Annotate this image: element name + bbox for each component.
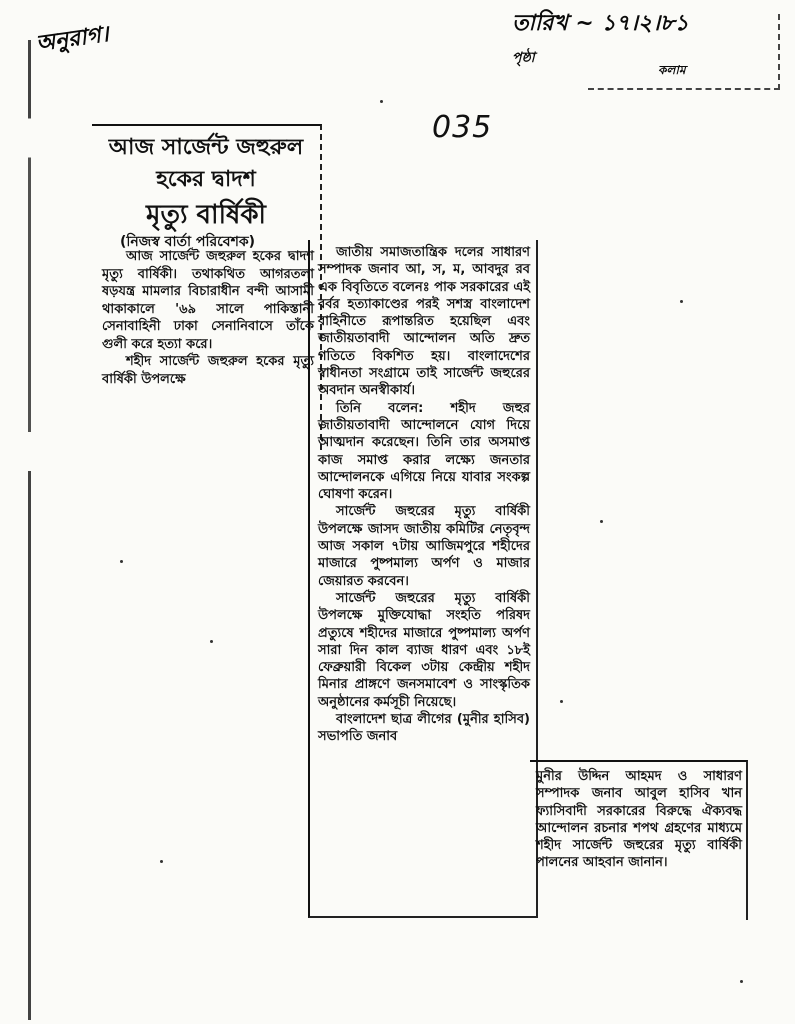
column-3-body [536,768,742,872]
paragraph: বাংলাদেশ ছাত্র লীগের (মুনীর হাসিব) সভাপতি জনাব [318,712,530,745]
scan-speck [210,640,213,643]
scan-speck [600,520,603,523]
scan-speck [120,560,123,563]
headline-line-1: আজ সার্জেন্ট জহুরুল [108,135,304,160]
paragraph: জাতীয় সমাজতান্ত্রিক দলের সাধারণ সম্পাদক জনাব আ, স, ম, আবদুর রব এক বিবৃতিতে বলেনঃ পাক সরকারের এই বর্বর হত্যাকাণ্ডের পরই সশস্ত্র বাংলাদেশ বাহিনীতে রূপান্তরিত হয়েছিল এবং জাতীয়তাবাদী আন্দোলন অতি দ্রুত গতিতে বিকশিত হয়। বাংলাদেশের স্বাধীনতা সংগ্রামে তাই সার্জেন্ট জহুরের অবদান অনস্বীকার্য। [318,245,530,399]
article-source: (নিজস্ব বার্তা পরিবেশক) [120,234,256,250]
scan-speck [380,100,383,103]
scan-speck [160,860,163,863]
scan-edge-line [28,40,31,1020]
paragraph: মুনীর উদ্দিন আহমদ ও সাধারণ সম্পাদক জনাব আবুল হাসিব খান ফ্যাসিবাদী সরকারের বিরুদ্ধে ঐক্যবদ্ধ আন্দোলন রচনার শপথ গ্রহণের মাধ্যমে শহীদ সার্জেন্ট জহুরের মৃত্যু বার্ষিকী পালনের আহবান জানান। [536,769,742,871]
article-clip-column-1 [92,124,322,450]
article-clip-column-3 [530,760,748,920]
scan-speck [680,300,683,303]
date-stamp [508,6,780,92]
page-number: 035 [432,110,493,145]
paragraph: সার্জেন্ট জহুরের মৃত্যু বার্ষিকী উপলক্ষে জাসদ জাতীয় কমিটির নেতৃবৃন্দ আজ সকাল ৭টায় আজিমপুরে শহীদের মাজারে পুষ্পমাল্য অর্পণ ও মাজার জেয়ারত করবেন। [318,504,530,589]
headline-line-3: মৃত্যু বার্ষিকী [146,200,266,230]
stamp-bottom-label: কলাম [658,63,686,77]
column-2-body [318,244,530,746]
paragraph: সার্জেন্ট জহুরের মৃত্যু বার্ষিকী উপলক্ষে মুক্তিযোদ্ধা সংহতি পরিষদ প্রত্যুষে শহীদের মাজারে পুষ্পমাল্য অর্পণ সারা দিন কাল ব্যাজ ধারণ এবং ১৮ই ফেব্রুয়ারী বিকেল ৩টায় কেন্দ্রীয় শহীদ মিনার প্রাঙ্গণে জনসমাবেশ ও সাংস্কৃতিক অনুষ্ঠানের কর্মসূচী নিয়েছে। [318,590,530,710]
article-clip-column-2 [308,240,538,918]
stamp-date: তারিখ ~ ১৭।২।৮১ [512,10,689,36]
paragraph: শহীদ সার্জেন্ট জহুরুল হকের মৃত্যু বার্ষিকী উপলক্ষে [102,354,314,387]
headline-line-2: হকের দ্বাদশ [156,167,256,192]
paragraph: তিনি বলেন: শহীদ জহুর জাতীয়তাবাদী আন্দোলনে যোগ দিয়ে আত্মদান করেছেন। তিনি তার অসমাপ্ত কাজ সমাপ্ত করার লক্ষ্যে জনতার আন্দোলনকে এগিয়ে নিয়ে যাবার সংকল্প ঘোষণা করেন। [318,400,530,503]
column-1-body [102,248,314,388]
scan-speck [740,980,743,983]
paragraph: আজ সার্জেন্ট জহুরুল হকের দ্বাদশ মৃত্যু বার্ষিকী। তথাকথিত আগরতলা ষড়যন্ত্র মামলার বিচারাধীন বন্দী আসামী থাকাকালে '৬৯ সালে পাকিস্তানী সেনাবাহিনী ঢাকা সেনানিবাসে তাঁকে গুলী করে হত্যা করে। [102,249,314,352]
stamp-page-label: পৃষ্ঠা [512,50,535,66]
scan-speck [560,700,563,703]
handwritten-note: অনুরাগ। [34,21,111,57]
